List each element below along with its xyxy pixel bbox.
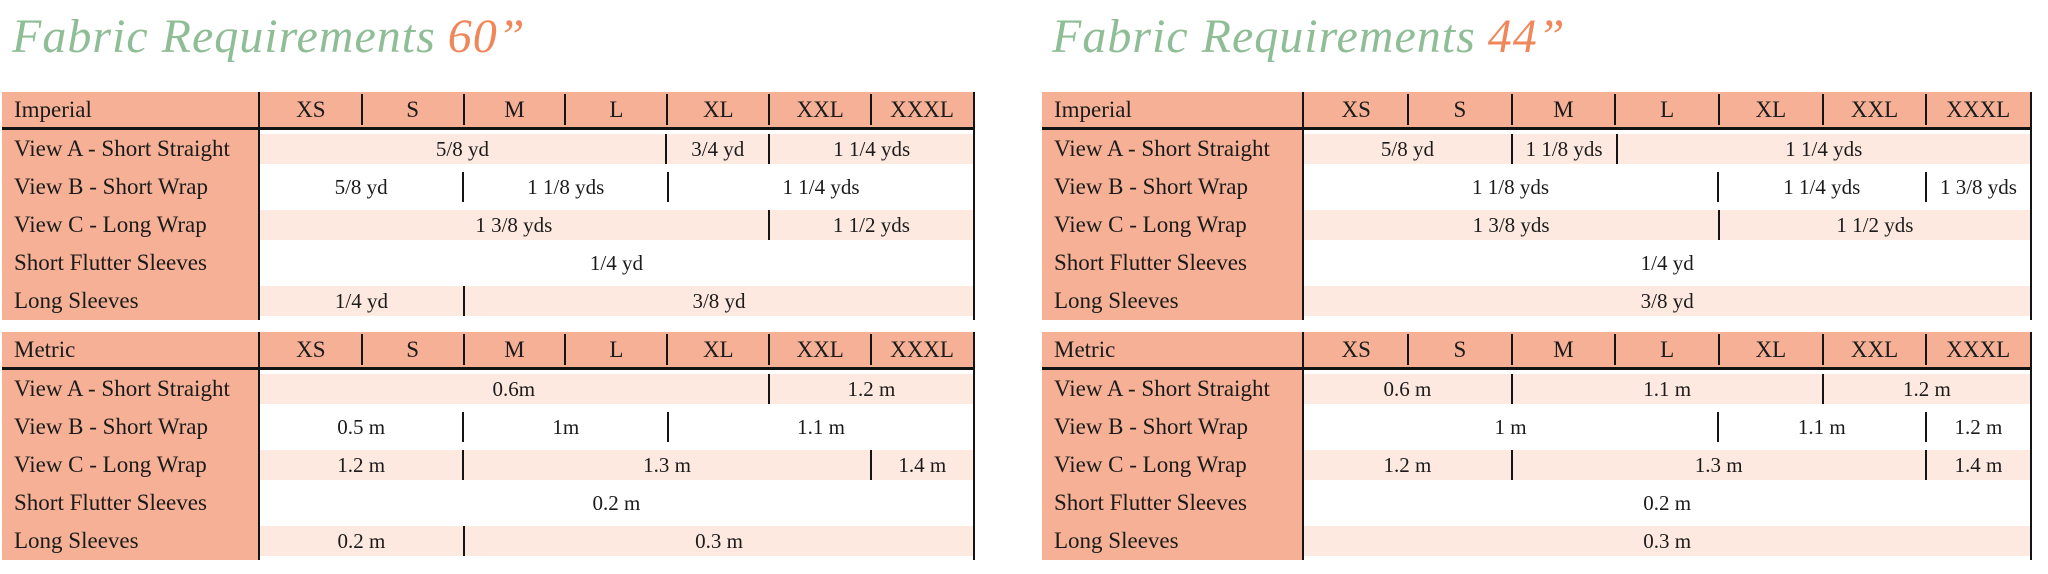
metric-table-60 bbox=[2, 332, 975, 560]
table-row bbox=[1042, 206, 2032, 244]
table-row bbox=[1042, 130, 2032, 168]
row-values bbox=[1304, 282, 2032, 320]
garment-view-label: View A - Short Straight bbox=[1042, 370, 1304, 408]
fabric-amount-cell: 1 1/4 yds bbox=[768, 134, 973, 164]
garment-view-label: View C - Long Wrap bbox=[2, 206, 260, 244]
size-column-header: XS bbox=[1341, 336, 1371, 362]
fabric-amount-cell: 1.1 m bbox=[667, 412, 973, 442]
imperial-table-60 bbox=[2, 92, 975, 320]
garment-view-label: View B - Short Wrap bbox=[2, 168, 260, 206]
row-values bbox=[1304, 370, 2032, 408]
fabric-amount-cell: 1/4 yd bbox=[1640, 250, 1694, 275]
fabric-amount-cell: 1 1/4 yds bbox=[667, 172, 973, 202]
table-row bbox=[1042, 446, 2032, 484]
row-values bbox=[260, 244, 975, 282]
fabric-amount-cell: 1.2 m bbox=[1925, 412, 2030, 442]
garment-view-label: View C - Long Wrap bbox=[1042, 446, 1304, 484]
fabric-amount-cell: 1.4 m bbox=[870, 450, 973, 480]
size-column-header: XL bbox=[667, 92, 769, 127]
garment-view-label: View B - Short Wrap bbox=[2, 408, 260, 446]
page-title-44 bbox=[1042, 0, 2032, 72]
size-column-header: S bbox=[1408, 332, 1512, 367]
size-columns bbox=[1304, 92, 2032, 127]
size-header-row bbox=[2, 92, 975, 130]
row-values bbox=[260, 168, 975, 206]
unit-system-label: Metric bbox=[1042, 332, 1304, 367]
fabric-amount-cell: 0.2 m bbox=[592, 490, 641, 515]
fabric-amount-cell: 5/8 yd bbox=[1304, 134, 1510, 164]
fabric-amount-cell: 1 1/8 yds bbox=[1511, 134, 1616, 164]
row-values bbox=[260, 446, 975, 484]
fabric-amount-cell: 1 m bbox=[1494, 414, 1527, 439]
size-column-header: XS bbox=[296, 96, 326, 122]
garment-view-label: View A - Short Straight bbox=[2, 370, 260, 408]
imperial-table-44 bbox=[1042, 92, 2032, 320]
table-row bbox=[1042, 522, 2032, 560]
fabric-amount-cell: 1.2 m bbox=[260, 450, 463, 480]
table-row bbox=[1042, 282, 2032, 320]
fabric-amount-cell: 0.3 m bbox=[1304, 526, 2030, 556]
table-row bbox=[2, 484, 975, 522]
size-column-header: XXL bbox=[1823, 332, 1927, 367]
garment-view-label: Short Flutter Sleeves bbox=[1042, 484, 1304, 522]
fabric-amount-cell: 0.6m bbox=[260, 374, 768, 404]
fabric-amount-cell: 1/4 yd bbox=[260, 286, 463, 316]
fabric-amount-cell: 0.3 m bbox=[463, 526, 973, 556]
row-values bbox=[1304, 522, 2032, 560]
size-columns bbox=[1304, 332, 2032, 367]
fabric-amount-cell: 1/4 yd bbox=[589, 250, 643, 275]
table-row bbox=[2, 408, 975, 446]
size-column-header: XL bbox=[1719, 92, 1823, 127]
table-row bbox=[2, 522, 975, 560]
size-column-header: M bbox=[1512, 92, 1616, 127]
fabric-amount-cell: 1 3/8 yds bbox=[260, 210, 768, 240]
fabric-amount-cell: 1 3/8 yds bbox=[1925, 172, 2030, 202]
size-column-header: XL bbox=[1719, 332, 1823, 367]
row-values bbox=[1304, 130, 2032, 168]
fabric-amount-cell: 1.2 m bbox=[1304, 450, 1510, 480]
page-title-60 bbox=[2, 0, 975, 72]
fabric-amount-cell: 1.4 m bbox=[1925, 450, 2030, 480]
size-column-header: M bbox=[464, 332, 566, 367]
table-row bbox=[1042, 408, 2032, 446]
metric-table-44 bbox=[1042, 332, 2032, 560]
fabric-amount-cell: 3/4 yd bbox=[665, 134, 768, 164]
row-values bbox=[260, 484, 975, 522]
size-column-header: XXL bbox=[769, 332, 871, 367]
table-row bbox=[2, 130, 975, 168]
table-row bbox=[1042, 370, 2032, 408]
fabric-amount-cell: 1 1/2 yds bbox=[1718, 210, 2030, 240]
title-width-60: 60” bbox=[447, 10, 526, 63]
row-values bbox=[260, 206, 975, 244]
size-column-header: M bbox=[464, 92, 566, 127]
size-column-header: XXXL bbox=[1926, 92, 2030, 127]
size-column-header: S bbox=[362, 92, 464, 127]
row-values bbox=[1304, 446, 2032, 484]
garment-view-label: View B - Short Wrap bbox=[1042, 168, 1304, 206]
unit-system-label: Metric bbox=[2, 332, 260, 367]
garment-view-label: View B - Short Wrap bbox=[1042, 408, 1304, 446]
garment-view-label: Short Flutter Sleeves bbox=[1042, 244, 1304, 282]
size-column-header: XXXL bbox=[871, 92, 973, 127]
garment-view-label: Long Sleeves bbox=[2, 522, 260, 560]
fabric-amount-cell: 3/8 yd bbox=[463, 286, 973, 316]
garment-view-label: Long Sleeves bbox=[1042, 522, 1304, 560]
row-values bbox=[1304, 206, 2032, 244]
fabric-amount-cell: 1 1/4 yds bbox=[1616, 134, 2030, 164]
fabric-amount-cell: 1m bbox=[462, 412, 667, 442]
table-row bbox=[2, 244, 975, 282]
size-columns bbox=[260, 92, 975, 127]
table-row bbox=[2, 370, 975, 408]
garment-view-label: Short Flutter Sleeves bbox=[2, 244, 260, 282]
row-values bbox=[260, 408, 975, 446]
table-row bbox=[1042, 244, 2032, 282]
size-column-header: XS bbox=[296, 336, 326, 362]
size-column-header: L bbox=[1615, 332, 1719, 367]
table-row bbox=[1042, 168, 2032, 206]
title-width-44: 44” bbox=[1487, 10, 1566, 63]
fabric-amount-cell: 1 1/8 yds bbox=[1472, 174, 1550, 199]
title-text-60: Fabric Requirements bbox=[12, 10, 436, 63]
fabric-amount-cell: 0.2 m bbox=[1643, 490, 1692, 515]
fabric-amount-cell: 3/8 yd bbox=[1304, 286, 2030, 316]
fabric-amount-cell: 0.5 m bbox=[337, 414, 386, 439]
row-values bbox=[1304, 244, 2032, 282]
table-row bbox=[2, 168, 975, 206]
size-column-header: S bbox=[362, 332, 464, 367]
garment-view-label: Long Sleeves bbox=[1042, 282, 1304, 320]
size-column-header: XXL bbox=[769, 92, 871, 127]
size-header-row bbox=[1042, 332, 2032, 370]
fabric-amount-cell: 1.1 m bbox=[1717, 412, 1925, 442]
fabric-amount-cell: 1.2 m bbox=[768, 374, 973, 404]
size-column-header: L bbox=[565, 92, 667, 127]
garment-view-label: Short Flutter Sleeves bbox=[2, 484, 260, 522]
fabric-amount-cell: 1.3 m bbox=[1511, 450, 1925, 480]
table-row bbox=[2, 446, 975, 484]
unit-system-label: Imperial bbox=[2, 92, 260, 127]
table-row bbox=[1042, 484, 2032, 522]
row-values bbox=[260, 522, 975, 560]
size-columns bbox=[260, 332, 975, 367]
fabric-amount-cell: 5/8 yd bbox=[260, 134, 665, 164]
fabric-requirements-44-section bbox=[1042, 0, 2032, 574]
row-values bbox=[1304, 484, 2032, 522]
size-header-row bbox=[1042, 92, 2032, 130]
fabric-amount-cell: 0.6 m bbox=[1304, 374, 1510, 404]
size-column-header: L bbox=[565, 332, 667, 367]
row-values bbox=[260, 370, 975, 408]
size-header-row bbox=[2, 332, 975, 370]
fabric-amount-cell: 1 1/2 yds bbox=[768, 210, 973, 240]
title-text-44: Fabric Requirements bbox=[1052, 10, 1476, 63]
size-column-header: XL bbox=[667, 332, 769, 367]
garment-view-label: View A - Short Straight bbox=[1042, 130, 1304, 168]
garment-view-label: Long Sleeves bbox=[2, 282, 260, 320]
garment-view-label: View C - Long Wrap bbox=[2, 446, 260, 484]
size-column-header: L bbox=[1615, 92, 1719, 127]
garment-view-label: View A - Short Straight bbox=[2, 130, 260, 168]
fabric-amount-cell: 1.1 m bbox=[1511, 374, 1822, 404]
fabric-amount-cell: 1 1/4 yds bbox=[1717, 172, 1925, 202]
fabric-amount-cell: 1.2 m bbox=[1822, 374, 2030, 404]
fabric-requirements-60-section bbox=[2, 0, 975, 574]
fabric-amount-cell: 1 3/8 yds bbox=[1304, 210, 1718, 240]
size-column-header: XXXL bbox=[1926, 332, 2030, 367]
size-column-header: XS bbox=[1341, 96, 1371, 122]
row-values bbox=[1304, 408, 2032, 446]
row-values bbox=[260, 130, 975, 168]
size-column-header: XXL bbox=[1823, 92, 1927, 127]
fabric-amount-cell: 5/8 yd bbox=[334, 174, 388, 199]
table-row bbox=[2, 206, 975, 244]
table-row bbox=[2, 282, 975, 320]
garment-view-label: View C - Long Wrap bbox=[1042, 206, 1304, 244]
row-values bbox=[1304, 168, 2032, 206]
fabric-amount-cell: 1 1/8 yds bbox=[462, 172, 667, 202]
fabric-amount-cell: 0.2 m bbox=[260, 526, 463, 556]
unit-system-label: Imperial bbox=[1042, 92, 1304, 127]
size-column-header: M bbox=[1512, 332, 1616, 367]
size-column-header: XXXL bbox=[871, 332, 973, 367]
fabric-amount-cell: 1.3 m bbox=[462, 450, 869, 480]
row-values bbox=[260, 282, 975, 320]
size-column-header: S bbox=[1408, 92, 1512, 127]
